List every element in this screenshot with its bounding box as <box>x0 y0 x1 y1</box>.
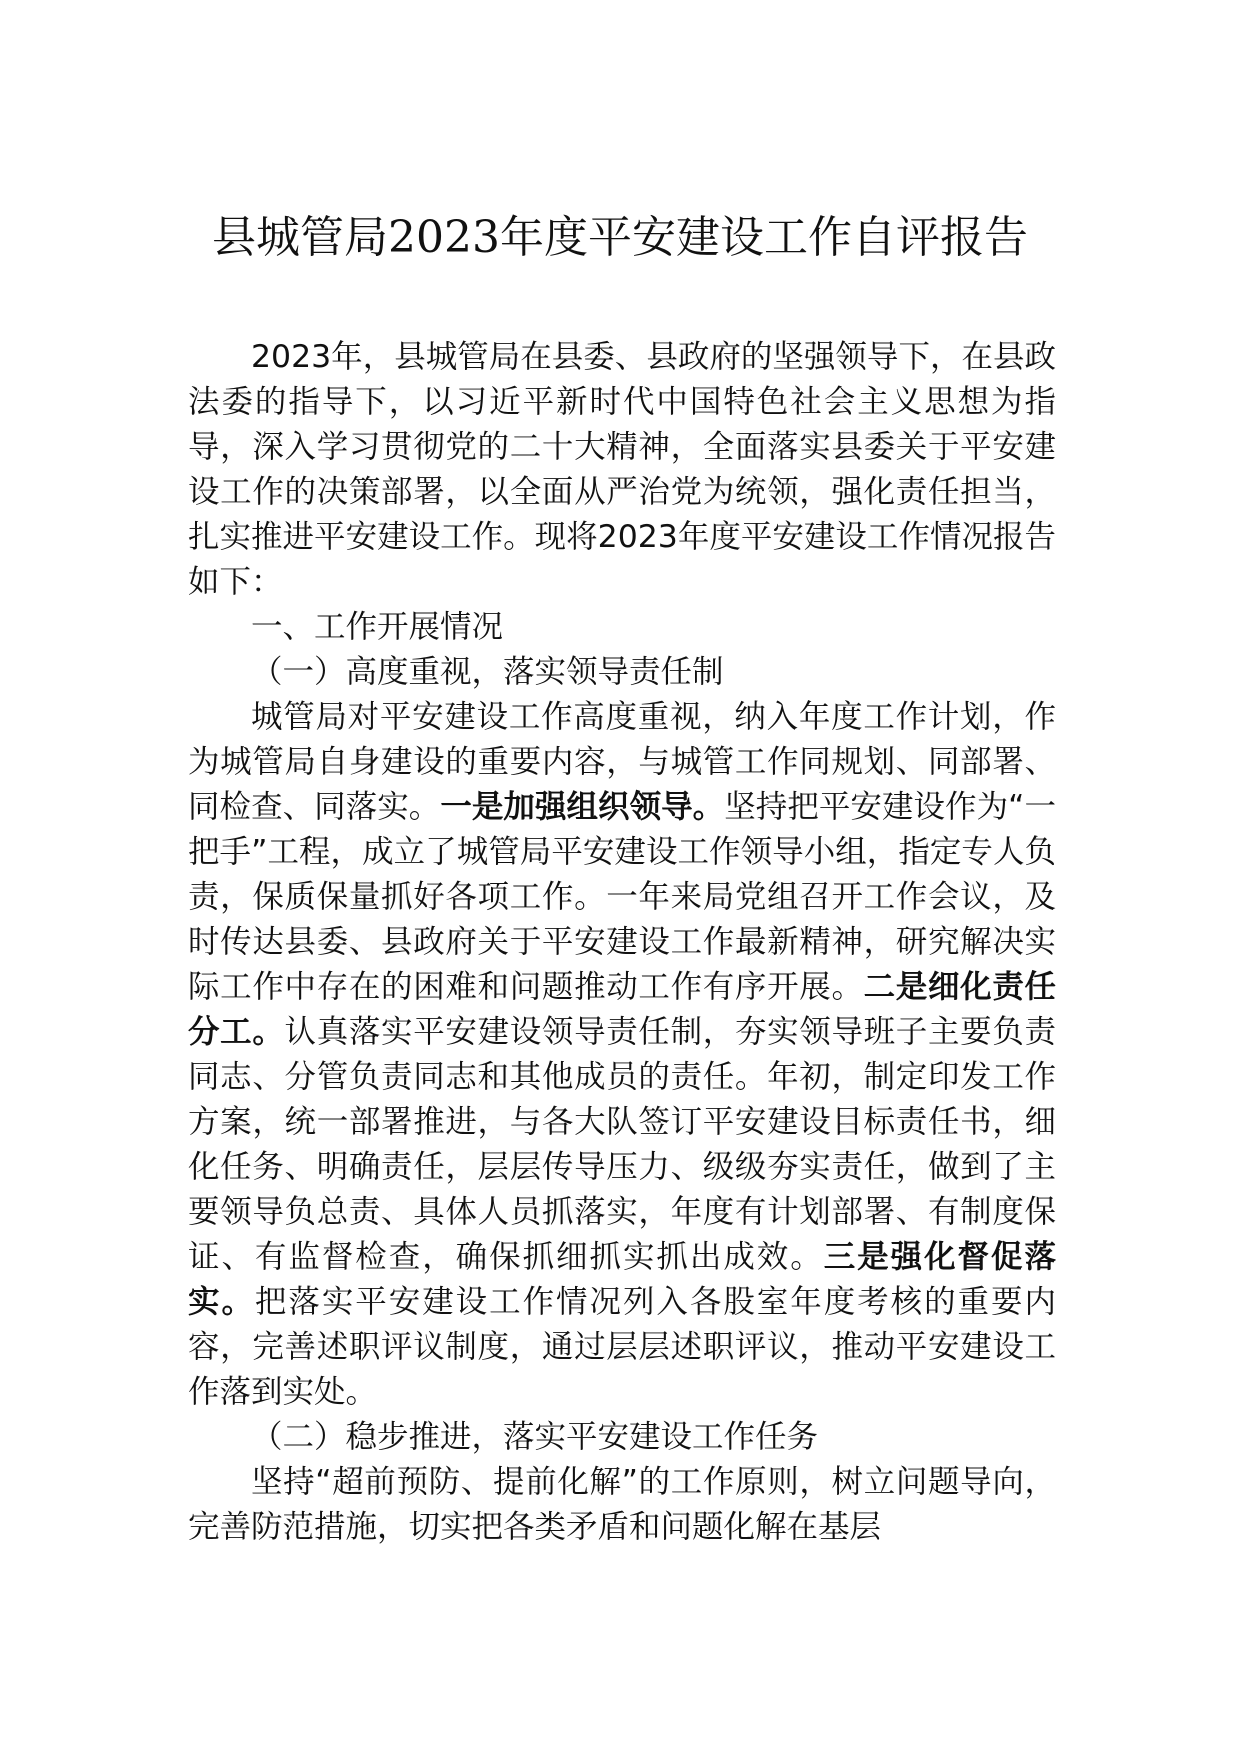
subsection-heading-2: （二）稳步推进，落实平安建设工作任务 <box>251 1419 819 1455</box>
section-heading-1: 一、工作开展情况 <box>251 609 504 645</box>
paragraph-text: 把落实平安建设工作情况列入各股室年度考核的重要内容，完善述职评议制度，通过层层述职评议，推动平安建设工作落到实处。 <box>188 1284 1056 1410</box>
bold-lead-2: 二是细化责任分工。 <box>188 969 1056 1050</box>
paragraph-text: 坚持把平安建设作为“一把手”工程，成立了城管局平安建设工作领导小组，指定专人负责，保质保量抓好各项工作。一年来局党组召开工作会议，及时传达县委、县政府关于平安建设工作最新精神，研究解决实际工作中存在的困难和问题推动工作有序开展。 <box>188 789 1056 1005</box>
document-title: 县城管局2023年度平安建设工作自评报告 <box>212 212 1028 263</box>
subsection-1-paragraph <box>188 695 1056 1415</box>
intro-paragraph: 2023年，县城管局在县委、县政府的坚强领导下，在县政法委的指导下，以习近平新时代中国特色社会主义思想为指导，深入学习贯彻党的二十大精神，全面落实县委关于平安建设工作的决策部署，以全面从严治党为统领，强化责任担当，扎实推进平安建设工作。现将2023年度平安建设工作情况报告如下： <box>188 339 1056 600</box>
subsection-2-paragraph: 坚持“超前预防、提前化解”的工作原则，树立问题导向，完善防范措施，切实把各类矛盾和问题化解在基层 <box>188 1464 1056 1545</box>
paragraph-text: 认真落实平安建设领导责任制，夯实领导班子主要负责同志、分管负责同志和其他成员的责任。年初，制定印发工作方案，统一部署推进，与各大队签订平安建设目标责任书，细化任务、明确责任，层层传导压力、级级夯实责任，做到了主要领导负总责、具体人员抓落实，年度有计划部署、有制度保证、有监督检查，确保抓细抓实抓出成效。 <box>188 1014 1056 1275</box>
paragraph-text: 城管局对平安建设工作高度重视，纳入年度工作计划，作为城管局自身建设的重要内容，与城管工作同规划、同部署、同检查、同落实。 <box>188 699 1056 825</box>
document-body <box>188 335 1056 1550</box>
subsection-heading-1: （一）高度重视，落实领导责任制 <box>251 654 724 690</box>
bold-lead-1: 一是加强组织领导。 <box>440 789 725 825</box>
bold-lead-3: 三是强化督促落实。 <box>188 1239 1056 1320</box>
